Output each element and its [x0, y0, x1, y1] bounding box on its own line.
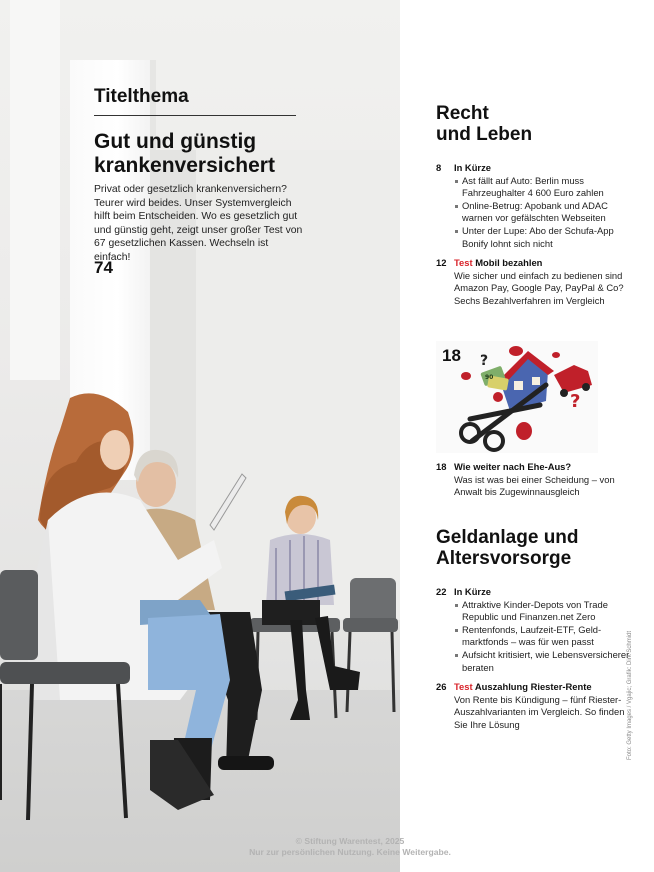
toc-bullet: Unter der Lupe: Abo der Schufa-App Bonify lohnt sich nicht — [454, 225, 636, 250]
cover-story-title[interactable]: Gut und günstig krankenversichert — [94, 130, 275, 177]
section-title-line: und Leben — [436, 124, 533, 145]
test-label: Test — [454, 681, 473, 692]
section-title-line: Geldanlage und — [436, 527, 579, 548]
toc-entry-in-kuerze-recht[interactable] — [436, 162, 636, 250]
cover-story-kicker: Titelthema — [94, 86, 189, 107]
photo-chair-right — [343, 578, 398, 712]
toc-entry-heading: Auszahlung Riester-Rente — [474, 681, 592, 692]
toc-entry-heading: In Kürze — [454, 162, 491, 173]
test-label: Test — [454, 257, 473, 268]
section-title-geldanlage — [436, 527, 579, 569]
toc-bullet: Ast fällt auf Auto: Berlin muss Fahrzeughalter 4 600 Euro zahlen — [454, 175, 636, 200]
toc-bullet: Online-Betrug: Apobank und ADAC warnen vor gefälschten Webseiten — [454, 200, 636, 225]
photo-woman-reading — [262, 496, 360, 720]
toc-entry-in-kuerze-geld[interactable] — [436, 586, 636, 674]
illustration-page-number: 18 — [442, 346, 461, 365]
svg-text:?: ? — [570, 391, 581, 412]
toc-entry-ehe-aus[interactable] — [436, 461, 636, 499]
section-title-recht-und-leben — [436, 103, 532, 145]
toc-entry-description: Was ist was bei einer Scheidung – von Anwalt bis Zugewinnausgleich — [454, 473, 615, 498]
cover-story-teaser: Privat oder gesetzlich krankenversichern? Teurer wird beides. Unser Systemvergleich hilft beim Entscheiden. Wo es gesetzlich gut und günstig geht, zeigt unser großer Test von 67 gesetzlichen Kassen. Wechseln ist einfach! — [94, 184, 303, 263]
toc-page-number: 8 — [436, 162, 442, 173]
copyright-notice — [0, 836, 654, 858]
toc-page-number: 12 — [436, 257, 447, 268]
section-title-line: Recht — [436, 103, 489, 124]
toc-bullet: Rentenfonds, Laufzeit-ETF, Geldmarktfonds – was für wen passt — [454, 624, 636, 649]
toc-page-number: 26 — [436, 681, 447, 692]
toc-bullet: Attraktive Kinder-Depots von Trade Republic und Finanzen.net Zero — [454, 599, 636, 624]
toc-entry-heading: In Kürze — [454, 586, 491, 597]
toc-entry-description: Von Rente bis Kündigung – fünf Riester-Auszahlvarianten im Vergleich. So finden Sie Ihre Lösung — [454, 693, 625, 730]
toc-entry-heading: Mobil bezahlen — [475, 257, 543, 268]
cover-story-page-number[interactable]: 74 — [94, 258, 113, 277]
toc-entry-riester-rente[interactable] — [436, 681, 636, 731]
section-title-line: Altersvorsorge — [436, 548, 572, 569]
illustration-money-badge: 90 — [485, 374, 494, 381]
toc-page-number: 18 — [436, 461, 447, 472]
copyright-line: © Stiftung Warentest, 2025 — [295, 836, 405, 846]
toc-page-number: 22 — [436, 586, 447, 597]
photo-credit: Foto: Getty Images / Vgajic; Grafik: Dirk Schmidt — [627, 630, 633, 760]
toc-entry-description: Wie sicher und einfach zu bedienen sind Amazon Pay, Google Pay, PayPal & Co? Sechs Bezahlverfahren im Vergleich — [454, 269, 624, 306]
kicker-divider — [94, 115, 296, 116]
toc-entry-mobil-bezahlen[interactable] — [436, 257, 636, 307]
svg-text:?: ? — [480, 353, 489, 369]
toc-bullet: Aufsicht kritisiert, wie Lebensversicherer beraten — [454, 649, 636, 674]
toc-entry-heading: Wie weiter nach Ehe-Aus? — [454, 461, 572, 472]
copyright-line: Nur zur persönlichen Nutzung. Keine Weitergabe. — [249, 847, 451, 857]
